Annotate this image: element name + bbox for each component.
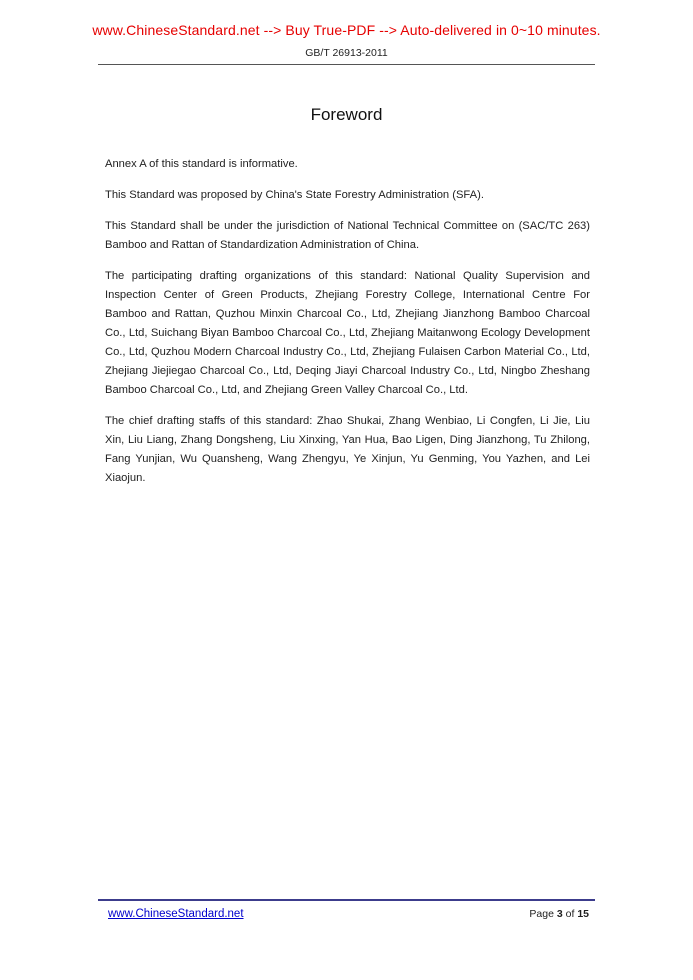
header-promo-link[interactable]: www.ChineseStandard.net --> Buy True-PDF --> Auto-delivered in 0~10 minutes.	[92, 22, 601, 38]
paragraph-proposed-by: This Standard was proposed by China's State Forestry Administration (SFA).	[105, 189, 484, 201]
page-title: Foreword	[310, 105, 383, 124]
page-word: Page	[529, 908, 554, 920]
header-divider	[98, 64, 595, 65]
footer-link[interactable]: www.ChineseStandard.net	[108, 908, 244, 920]
paragraph-jurisdiction: This Standard shall be under the jurisdiction of National Technical Committee on (SAC/TC 263) Bamboo and Rattan of Standardization Administration of China.	[105, 220, 590, 251]
document-body	[0, 155, 693, 488]
paragraph-drafting-organizations: The participating drafting organizations of this standard: National Quality Supervision and Inspection Center of Green Products, Zhejiang Forestry College, International Centre For Bamboo and Rattan, Quzhou Minxin Charcoal Co., Ltd, Zhejiang Jianzhong Bamboo Charcoal Co., Ltd, Suichang Biyan Bamboo Charcoal Co., Ltd, Zhejiang Maitanwong Ecology Development Co., Ltd, Quzhou Modern Charcoal Industry Co., Ltd, Zhejiang Fulaisen Carbon Material Co., Ltd, Zhejiang Jiejiegao Charcoal Co., Ltd, Deqing Jiayi Charcoal Industry Co., Ltd, Ningbo Zheshang Bamboo Charcoal Co., Ltd, and Zhejiang Green Valley Charcoal Co., Ltd.	[105, 270, 590, 396]
paragraph-annex-informative: Annex A of this standard is informative.	[105, 158, 298, 170]
of-word: of	[565, 908, 575, 920]
footer-divider	[98, 899, 595, 901]
page-current-number: 3	[556, 908, 563, 920]
page-footer	[98, 899, 595, 920]
page-indicator	[529, 908, 589, 920]
paragraph-drafting-staffs: The chief drafting staffs of this standard: Zhao Shukai, Zhang Wenbiao, Li Congfen, Li Jie, Liu Xin, Liu Liang, Zhang Dongsheng, Liu Xinxing, Yan Hua, Bao Ligen, Ding Jianzhong, Tu Zhilong, Fang Yunjian, Wu Quansheng, Wang Zhengyu, Ye Xinjun, Yu Genming, You Yazhen, and Lei Xiaojun.	[105, 415, 590, 484]
page-total-number: 15	[577, 908, 589, 920]
footer-row	[98, 908, 595, 920]
doc-number: GB/T 26913-2011	[305, 47, 388, 59]
